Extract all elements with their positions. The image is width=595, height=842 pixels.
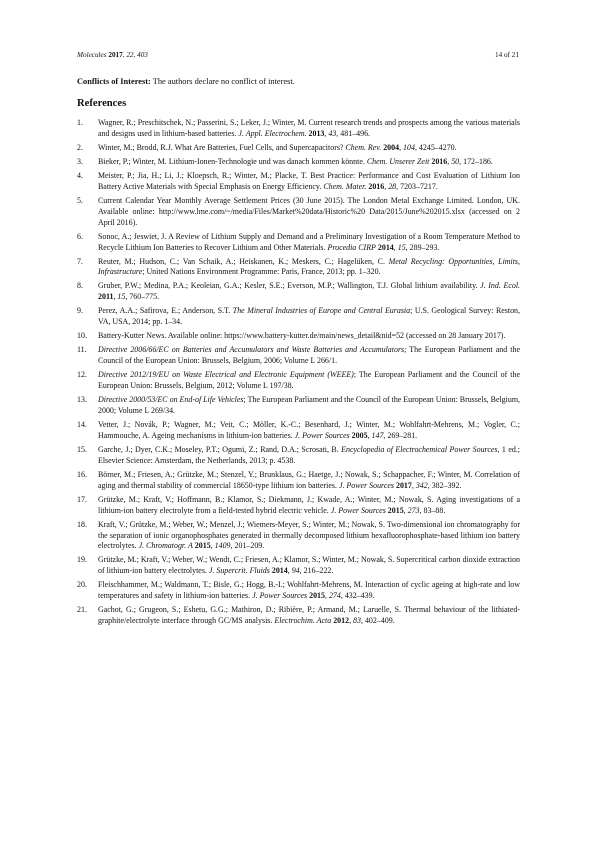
reference-text xyxy=(98,555,520,577)
reference-text-segment: Directive 2000/53/EC on End-of Life Vehicles xyxy=(98,395,244,405)
reference-item xyxy=(77,331,520,342)
reference-text-segment: 2011 xyxy=(98,292,114,302)
reference-text-segment: Kraft, V.; Grützke, M.; Weber, W.; Menzel, J.; Wiemers-Meyer, S.; Winter, M.; Nowak, S. Two-dimensional ion chromatography for the separation of ionic organophosphates generated in thermally decomposed lithium hexafluorophosphate-based lithium ion battery electrolytes. xyxy=(98,519,520,551)
reference-text-segment: J. Power Sources xyxy=(330,505,386,515)
reference-text-segment: , xyxy=(399,142,404,152)
reference-number: 18. xyxy=(77,519,87,529)
reference-text-segment: ; The European Parliament and the Council of the European Union: Brussels, Belgium, 2000; Volume L 269/34. xyxy=(98,395,520,415)
reference-number: 9. xyxy=(77,306,83,316)
reference-text-segment: J. Chromatogr. A xyxy=(138,541,193,551)
reference-text xyxy=(98,257,520,279)
coi-text: The authors declare no conflict of interest. xyxy=(150,77,295,86)
reference-text-segment: Encyclopedia of Electrochemical Power Sources xyxy=(341,444,498,454)
reference-number: 6. xyxy=(77,231,83,241)
reference-text-segment: ; United Nations Environment Programme: Paris, France, 2013; pp. 1–320. xyxy=(142,267,381,277)
reference-text-segment: Perez, A.A.; Safirova, E.; Anderson, S.T. xyxy=(98,306,233,316)
reference-text-segment: , 269–281. xyxy=(383,430,418,440)
reference-item xyxy=(77,495,520,517)
reference-text-segment: , 83–88. xyxy=(419,505,446,515)
reference-item xyxy=(77,420,520,442)
reference-text-segment: , 432–439. xyxy=(340,591,375,601)
reference-text-segment: , 402–409. xyxy=(360,616,395,626)
reference-text-segment: Vetter, J.; Novák, P.; Wagner, M.; Veit, C.; Möller, K.-C.; Besenhard, J.; Winter, M.; Wohlfahrt-Mehrens, M.; Vogler, C.; Hammouche, A. Ageing mechanisms in lithium-ion batteries. xyxy=(98,419,520,440)
reference-text-segment: Chem. Mater. xyxy=(323,181,367,191)
reference-text-segment: 104 xyxy=(403,142,415,152)
reference-item xyxy=(77,555,520,577)
reference-text-segment: J. Supercrit. Fluids xyxy=(208,566,270,576)
references-heading: References xyxy=(77,98,127,109)
reference-text-segment: Gruber, P.W.; Medina, P.A.; Keoleian, G.A.; Kesler, S.E.; Everson, M.P.; Wallington, T.J. Global lithium availability. xyxy=(98,281,481,291)
reference-text-segment: Battery-Kutter News. Available online: https://www.battery-kutter.de/main/news_detail&nid=52 (accessed on 28 January 2017). xyxy=(98,331,506,341)
reference-text-segment: ; U.S. Geological Survey: Reston, VA, USA, 2014; pp. 1–34. xyxy=(98,306,520,327)
reference-text-segment: 2017 xyxy=(395,480,412,490)
reference-text-segment: , 1 ed.; Elsevier Science: Amsterdam, the Netherlands, 2013; p. 4538. xyxy=(98,444,520,465)
running-header xyxy=(77,51,519,59)
reference-text-segment: 273 xyxy=(407,505,420,515)
reference-number: 5. xyxy=(77,195,83,205)
reference-text-segment: Grützke, M.; Kraft, V.; Hoffmann, B.; Klamor, S.; Diekmann, J.; Kwade, A.; Winter, M.; Nowak, S. Aging investigations of a lithium-ion battery electrolyte from a field-tested hybrid electric vehicle. xyxy=(98,494,520,515)
reference-text-segment: , xyxy=(324,591,329,601)
reference-text xyxy=(98,157,520,168)
reference-text-segment: Bieker, P.; Winter, M. Lithium-Ionen-Technologie und was danach kommen könnte. xyxy=(98,156,367,166)
reference-text-segment: 2013 xyxy=(308,128,325,138)
reference-text-segment: Winter, M.; Brodd, R.J. What Are Batteries, Fuel Cells, and Supercapacitors? xyxy=(98,142,346,152)
reference-text xyxy=(98,395,520,417)
reference-text xyxy=(98,171,520,193)
reference-item xyxy=(77,520,520,553)
reference-text-segment: Meister, P.; Jia, H.; Li, J.; Kloepsch, R.; Winter, M.; Placke, T. Best Practice: Performance and Cost Evaluation of Lithium Ion Battery Active Materials with Special Emphasis on Energy Efficiency. xyxy=(98,170,520,191)
reference-text-segment: , xyxy=(447,156,452,166)
reference-text-segment: , 481–496. xyxy=(336,128,371,138)
reference-text-segment: 2004 xyxy=(383,142,400,152)
reference-number: 12. xyxy=(77,370,87,380)
reference-number: 4. xyxy=(77,170,83,180)
journal-citation xyxy=(77,51,148,59)
reference-item xyxy=(77,306,520,328)
reference-item xyxy=(77,281,520,303)
reference-text-segment: , xyxy=(367,430,372,440)
reference-text-segment: Reuter, M.; Hudson, C.; Van Schaik, A.; Heiskanen, K.; Meskers, C.; Hagelüken, C. xyxy=(98,256,389,266)
reference-text-segment: Current Calendar Year Monthly Average Settlement Prices (30 June 2015). The London Metal Exchange Limited. London, UK. Available online: http://www.lme.com/~/media/Files/Market%20data/Historic%20 Data/2015/June%202015.xlsx (accessed on 2 April 2016). xyxy=(98,195,520,227)
coi-label: Conflicts of Interest: xyxy=(77,77,151,86)
reference-number: 19. xyxy=(77,555,87,565)
reference-item xyxy=(77,605,520,627)
reference-text-segment: , 7203–7217. xyxy=(396,181,438,191)
reference-item xyxy=(77,445,520,467)
reference-number: 15. xyxy=(77,444,87,454)
reference-text xyxy=(98,605,520,627)
reference-text-segment: ; The European Parliament and the Council of the European Union: Brussels, Belgium, 2006; Volume L 266/1. xyxy=(98,345,520,366)
reference-number: 16. xyxy=(77,469,87,479)
reference-text-segment: ; The European Parliament and the Council of the European Union: Brussels, Belgium, 2012; Volume L 197/38. xyxy=(98,370,520,391)
reference-text-segment: 2012 xyxy=(333,616,350,626)
reference-text xyxy=(98,580,520,602)
reference-number: 11. xyxy=(77,345,87,355)
reference-text xyxy=(98,196,520,229)
reference-text-segment: J. Power Sources xyxy=(294,430,350,440)
reference-text-segment: , xyxy=(403,505,408,515)
reference-item xyxy=(77,232,520,254)
reference-item xyxy=(77,395,520,417)
reference-item xyxy=(77,157,520,168)
reference-text-segment: J. Appl. Electrochem. xyxy=(238,128,307,138)
reference-number: 1. xyxy=(77,118,83,127)
reference-text-segment: , xyxy=(324,128,329,138)
reference-text-segment: J. Ind. Ecol. xyxy=(480,281,521,291)
reference-text-segment: 2005 xyxy=(351,430,368,440)
reference-list xyxy=(77,118,520,630)
reference-text-segment: Chem. Unserer Zeit xyxy=(366,156,430,166)
reference-text-segment: 94 xyxy=(291,566,300,576)
reference-text-segment: 147 xyxy=(371,430,384,440)
reference-text xyxy=(98,470,520,492)
reference-number: 20. xyxy=(77,580,87,590)
reference-item xyxy=(77,118,520,140)
reference-text-segment: 1409 xyxy=(214,541,231,551)
reference-text-segment: J. Power Sources xyxy=(338,480,394,490)
reference-text-segment: 2015 xyxy=(387,505,404,515)
reference-text-segment: , 4245–4270. xyxy=(414,142,457,152)
reference-text-segment: 2015 xyxy=(194,541,211,551)
reference-item xyxy=(77,257,520,279)
reference-number: 7. xyxy=(77,256,83,266)
reference-text-segment: , 172–186. xyxy=(459,156,493,166)
reference-text-segment: 274 xyxy=(328,591,341,601)
reference-number: 21. xyxy=(77,605,87,615)
reference-text-segment: 2014 xyxy=(271,566,288,576)
page-number: 14 of 21 xyxy=(495,51,519,59)
reference-text-segment: , 216–222. xyxy=(299,566,334,576)
reference-text xyxy=(98,370,520,392)
reference-text-segment: , xyxy=(349,616,354,626)
reference-text-segment: Fleischhammer, M.; Waldmann, T.; Bisle, G.; Hogg, B.-I.; Wohlfahrt-Mehrens, M. Interaction of cyclic ageing at high-rate and low temperatures and safety in lithium-ion batteries. xyxy=(98,580,520,601)
reference-text-segment: Garche, J.; Dyer, C.K.; Moseley, P.T.; Ogumi, Z.; Rand, D.A.; Scrosati, B. xyxy=(98,444,342,454)
reference-item xyxy=(77,143,520,154)
reference-text-segment: Börner, M.; Friesen, A.; Grützke, M.; Stenzel, Y.; Brunklaus, G.; Haetge, J.; Nowak, S.; Schappacher, F.; Winter, M. Correlation of aging and thermal stability of commercial 18650-type lithium ion batteries. xyxy=(98,469,520,490)
reference-text-segment: Directive 2006/66/EC on Batteries and Accumulators and Waste Batteries and Accumulators xyxy=(98,345,405,355)
reference-text-segment: , xyxy=(393,242,398,252)
reference-text xyxy=(98,281,520,303)
reference-text-segment: 43 xyxy=(328,128,337,138)
reference-text xyxy=(98,520,520,553)
reference-text-segment: , 289–293. xyxy=(405,242,440,252)
journal-year: 2017 xyxy=(108,51,123,59)
reference-item xyxy=(77,196,520,229)
conflicts-of-interest xyxy=(77,76,519,87)
reference-item xyxy=(77,580,520,602)
reference-text-segment: 50 xyxy=(451,156,460,166)
journal-volume-pages: , 22, 403 xyxy=(122,51,148,59)
reference-text xyxy=(98,495,520,517)
journal-name: Molecules xyxy=(77,51,107,59)
reference-text-segment: The Mineral Industries of Europe and Central Eurasia xyxy=(232,306,411,316)
reference-text-segment: Metal Recycling: Opportunities, Limits, Infrastructure xyxy=(98,256,520,277)
reference-text-segment: Gachot, G.; Grugeon, S.; Eshetu, G.G.; Mathiron, D.; Ribière, P.; Armand, M.; Laruelle, S. Thermal behaviour of the lithiated-graphite/electrolyte interface through GC/MS analysis. xyxy=(98,605,520,626)
reference-number: 3. xyxy=(77,156,83,166)
reference-text-segment: 2016 xyxy=(368,181,385,191)
reference-text-segment: , 201–209. xyxy=(230,541,265,551)
reference-text-segment: , xyxy=(287,566,292,576)
reference-text-segment: Procedia CIRP xyxy=(327,242,376,252)
reference-text-segment: 2015 xyxy=(309,591,325,601)
reference-text xyxy=(98,331,520,342)
reference-text-segment: , xyxy=(384,181,389,191)
reference-text xyxy=(98,306,520,328)
reference-text-segment: Electrochim. Acta xyxy=(274,616,332,626)
reference-number: 17. xyxy=(77,494,87,504)
reference-item xyxy=(77,470,520,492)
reference-number: 8. xyxy=(77,281,83,291)
reference-text-segment: , 760–775. xyxy=(125,292,160,302)
reference-text-segment: 83 xyxy=(353,616,361,626)
reference-number: 2. xyxy=(77,142,83,152)
reference-text-segment: , xyxy=(411,480,416,490)
reference-item xyxy=(77,370,520,392)
reference-text-segment: Grützke, M.; Kraft, V.; Weber, W.; Wendt, C.; Friesen, A.; Klamor, S.; Winter, M.; Nowak, S. Supercritical carbon dioxide extraction of lithium-ion battery electrolytes. xyxy=(98,555,520,576)
reference-text-segment: 28 xyxy=(388,181,397,191)
reference-text-segment: 15 xyxy=(397,242,406,252)
reference-text-segment: Wagner, R.; Preschitschek, N.; Passerini, S.; Leker, J.; Winter, M. Current research trends and prospects among the various materials and designs used in lithium-based batteries. xyxy=(98,118,520,138)
reference-text-segment: 2016 xyxy=(431,156,448,166)
reference-text-segment: Directive 2012/19/EU on Waste Electrical and Electronic Equipment (WEEE) xyxy=(98,370,354,380)
reference-text-segment: 2014 xyxy=(377,242,394,252)
reference-text-segment: , xyxy=(113,292,118,302)
reference-text xyxy=(98,445,520,467)
reference-text xyxy=(98,420,520,442)
reference-text-segment: , 382–392. xyxy=(427,480,462,490)
reference-text-segment: 15 xyxy=(117,292,126,302)
reference-number: 10. xyxy=(77,331,87,341)
reference-text xyxy=(98,143,520,154)
reference-number: 14. xyxy=(77,419,87,429)
reference-text-segment: 342 xyxy=(415,480,428,490)
reference-number: 13. xyxy=(77,395,87,405)
reference-text xyxy=(98,345,520,367)
reference-text-segment: Sonoc, A.; Jeswiet, J. A Review of Lithium Supply and Demand and a Preliminary Investigation of a Room Temperature Method to Recycle Lithium Ion Batteries to Recover Lithium and Other Materials. xyxy=(98,231,520,252)
reference-item xyxy=(77,345,520,367)
reference-text xyxy=(98,232,520,254)
reference-text-segment: , xyxy=(210,541,215,551)
reference-text xyxy=(98,118,520,140)
reference-item xyxy=(77,171,520,193)
reference-text-segment: Chem. Rev. xyxy=(345,142,382,152)
reference-text-segment: J. Power Sources xyxy=(252,591,308,601)
